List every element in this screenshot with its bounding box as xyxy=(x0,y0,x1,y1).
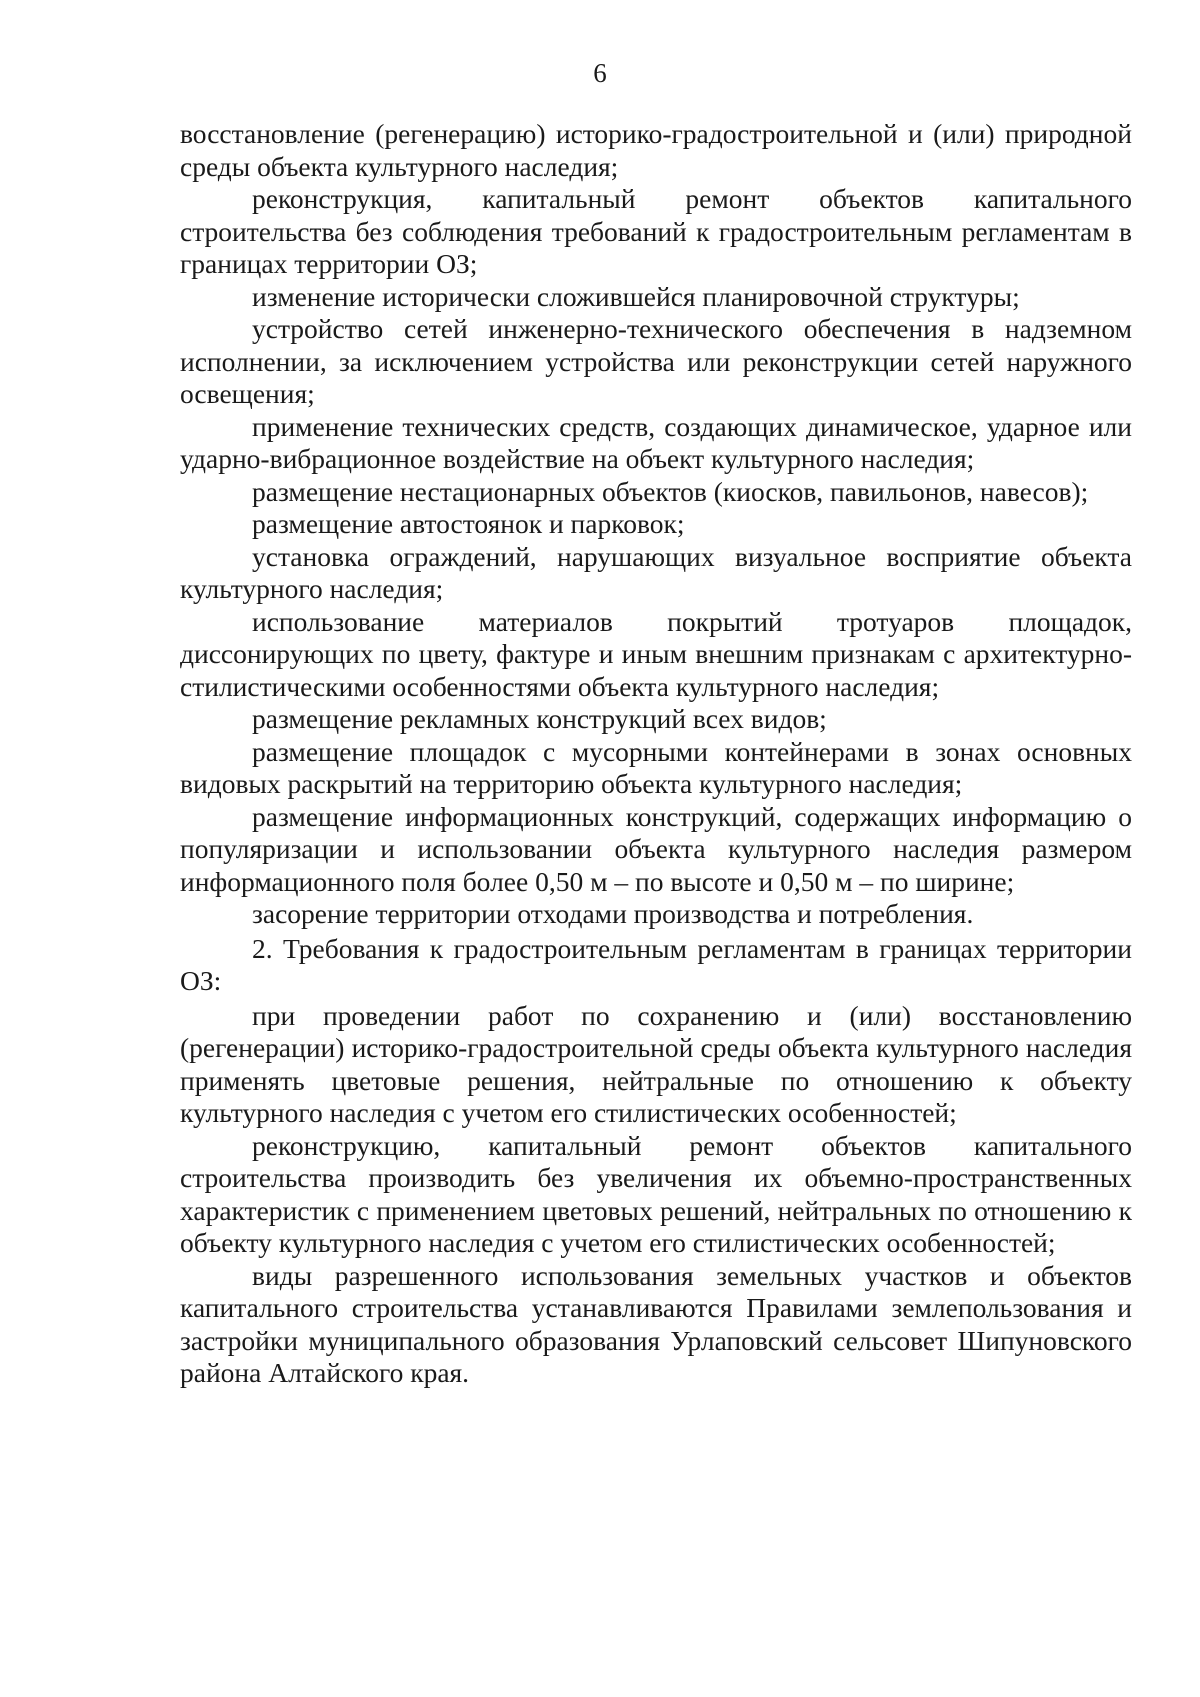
document-body xyxy=(180,118,1132,1390)
paragraph-advertising: размещение рекламных конструкций всех видов; xyxy=(252,703,827,734)
paragraph-color-solutions: при проведении работ по сохранению и (или) восстановлению (регенерации) историко-градостроительной среды объекта культурного наследия применять цветовые решения, нейтральные по отношению к объекту культурного наследия с учетом его стилистических особенностей; xyxy=(180,999,1132,1128)
paragraph-littering: засорение территории отходами производства и потребления. xyxy=(252,898,974,929)
paragraph-planning-structure: изменение исторически сложившейся планировочной структуры; xyxy=(252,280,1020,312)
paragraph-parking: размещение автостоянок и парковок; xyxy=(252,508,685,539)
paragraph-permitted-use: виды разрешенного использования земельных участков и объектов капитального строительства устанавливаются Правилами землепользования и застройки муниципального образования Урлаповский сельсовет Шипуновского района Алтайского края. xyxy=(180,1259,1132,1388)
paragraph-information-structures: размещение информационных конструкций, содержащих информацию о популяризации и использовании объекта культурного наследия размером информационного поля более 0,50 м – по высоте и 0,50 м – по ширине; xyxy=(180,800,1132,897)
paragraph-fences: установка ограждений, нарушающих визуальное восприятие объекта культурного наследия; xyxy=(180,540,1132,604)
paragraph-non-stationary-objects: размещение нестационарных объектов (киосков, павильонов, навесов); xyxy=(252,475,1089,507)
page-number: 6 xyxy=(593,58,607,88)
section-2-heading: 2. Требования к градостроительным регламентам в границах территории ОЗ: xyxy=(180,932,1132,996)
paragraph-engineering-networks: устройство сетей инженерно-технического обеспечения в надземном исполнении, за исключением устройства или реконструкции сетей наружного освещения; xyxy=(180,313,1132,409)
paragraph-reconstruction: реконструкция, капитальный ремонт объектов капитального строительства без соблюдения требований к градостроительным регламентам в границах территории ОЗ; xyxy=(180,183,1132,279)
paragraph-restoration: восстановление (регенерацию) историко-градостроительной и (или) природной среды объекта культурного наследия; xyxy=(180,118,1132,182)
paragraph-pavement-materials: использование материалов покрытий тротуаров площадок, диссонирующих по цвету, фактуре и иным внешним признакам с архитектурно-стилистическими особенностями объекта культурного наследия; xyxy=(180,605,1132,702)
paragraph-reconstruction-requirements: реконструкцию, капитальный ремонт объектов капитального строительства производить без увеличения их объемно-пространственных характеристик с применением цветовых решений, нейтральных по отношению к объекту культурного наследия с учетом его стилистических особенностей; xyxy=(180,1129,1132,1258)
paragraph-waste-containers: размещение площадок с мусорными контейнерами в зонах основных видовых раскрытий на территорию объекта культурного наследия; xyxy=(180,735,1132,799)
paragraph-technical-means: применение технических средств, создающих динамическое, ударное или ударно-вибрационное воздействие на объект культурного наследия; xyxy=(180,410,1132,474)
